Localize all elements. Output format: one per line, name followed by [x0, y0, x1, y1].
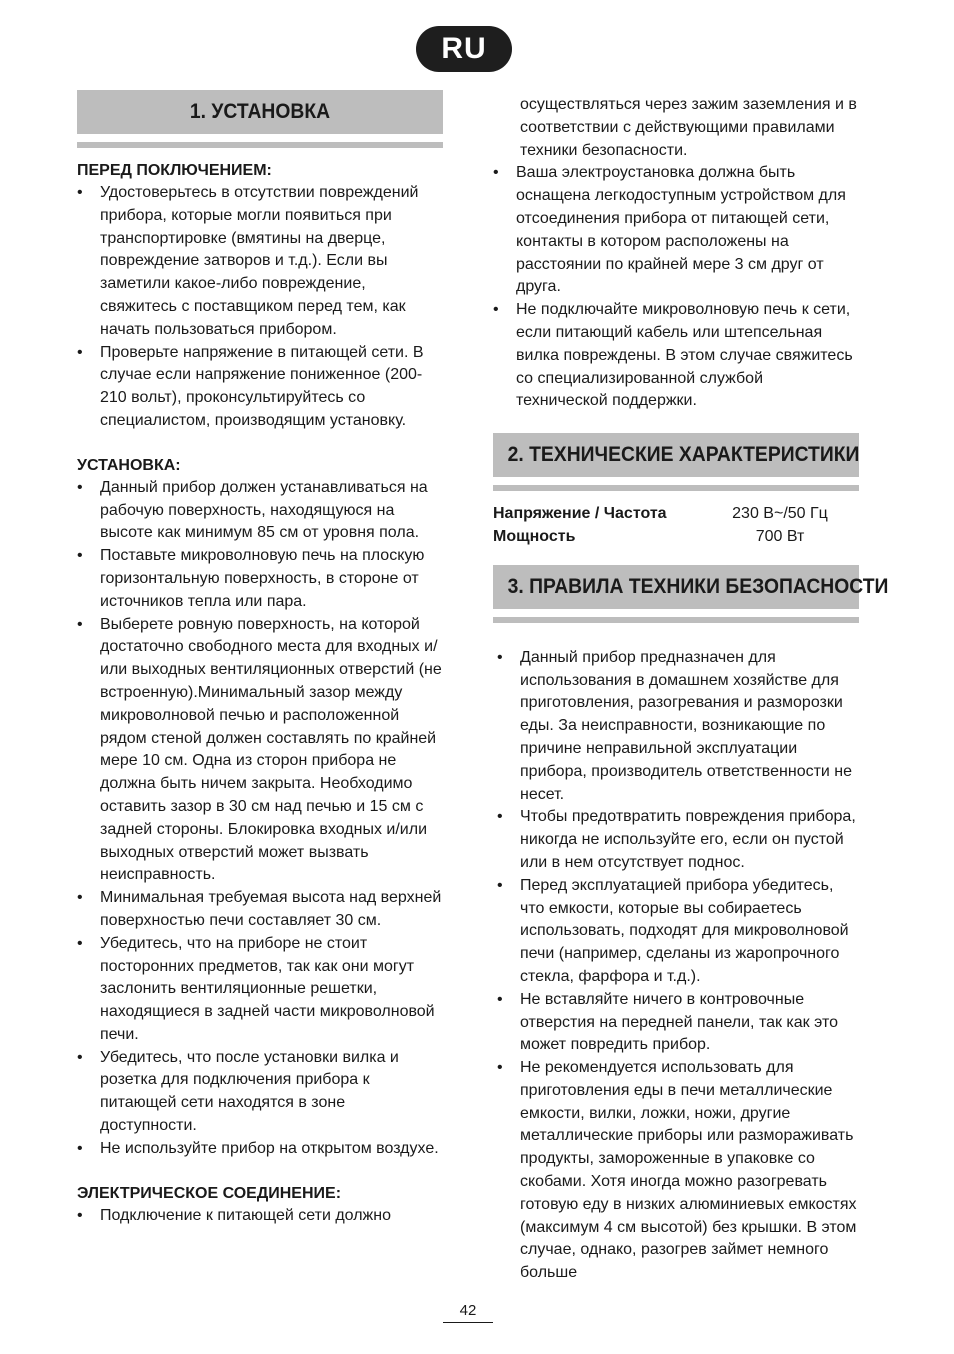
list-item: • Перед эксплуатацией прибора убедитесь, что емкости, которые вы собираетесь использовать, подходят для микроволновой печи (например, сделаны из жаропрочного стекла, фарфора и т.д.).	[497, 875, 859, 989]
list-item: • Не рекомендуется использовать для приготовления еды в печи металлические емкости, вилки, ложки, ножи, другие металлические приборы или размораживать продукты, замороженные в упаковке со скобами. Хотя иногда можно разогревать готовую еду в низких алюминиевых емкостях (максимум 4 см высотой) без крышки. В этом случае, однако, разогрев займет немного больше	[497, 1057, 859, 1285]
section-title: 2. ТЕХНИЧЕСКИЕ ХАРАКТЕРИСТИКИ	[508, 433, 845, 477]
list-item: • Поставьте микроволновую печь на плоскую горизонтальную поверхность, в стороне от источников тепла или пара.	[77, 545, 443, 613]
electrical-list	[77, 1205, 443, 1228]
subheading-installation: УСТАНОВКА:	[77, 456, 181, 474]
installation-list	[77, 477, 443, 1161]
list-item: • Не подключайте микроволновую печь к сети, если питающий кабель или штепсельная вилка повреждены. В этом случае свяжитесь со специализированной службой технической поддержки.	[493, 299, 859, 413]
spec-value: 230 В~/50 Гц	[732, 505, 828, 523]
safety-list	[493, 647, 859, 1285]
list-item: • Убедитесь, что на приборе не стоит посторонних предметов, так как они могут заслонить вентиляционные решетки, находящиеся в задней части микроволновой печи.	[77, 933, 443, 1047]
list-item: • Подключение к питающей сети должно	[77, 1205, 443, 1228]
section-title: 1. УСТАНОВКА	[92, 90, 429, 134]
list-item: • Не вставляйте ничего в контровочные отверстия на передней панели, так как это может повредить прибор.	[497, 989, 859, 1057]
before-connection-list	[77, 182, 443, 433]
section-title: 3. ПРАВИЛА ТЕХНИКИ БЕЗОПАСНОСТИ	[508, 565, 845, 609]
list-item: • Ваша электроустановка должна быть оснащена легкодоступным устройством для отсоединения прибора от питающей сети, контакты в котором расположены на расстоянии по крайней мере 3 см друг от друга.	[493, 162, 859, 299]
spec-row	[493, 503, 859, 526]
page-number-underline	[443, 1322, 493, 1323]
section-safety-header	[493, 565, 889, 623]
spec-label: Мощность	[493, 527, 576, 545]
right-column	[493, 94, 889, 1285]
subheading-electrical: ЭЛЕКТРИЧЕСКОЕ СОЕДИНЕНИЕ:	[77, 1184, 342, 1202]
specs-table	[493, 503, 859, 549]
list-item: • Данный прибор должен устанавливаться на рабочую поверхность, находящуюся на высоте как минимум 85 см от уровня пола.	[77, 477, 443, 545]
list-item: • Выберете ровную поверхность, на которой достаточно свободного места для входных и/или выходных вентиляционных отверстий (не встроенную).Минимальный зазор между микроволновой печью и расположенной рядом стеной должен составлять по крайней мере 10 см. Одна из сторон прибора не должна быть ничем закрыта. Необходимо оставить зазор в 30 см над печью и 15 см с задней стороны. Блокировка входных и/или выходных отверстий может вызвать неисправность.	[77, 614, 443, 888]
list-item: • Минимальная требуемая высота над верхней поверхностью печи составляет 30 см.	[77, 887, 443, 933]
spec-row	[493, 526, 859, 549]
spec-label: Напряжение / Частота	[493, 505, 667, 523]
list-item: • Не используйте прибор на открытом воздухе.	[77, 1138, 443, 1161]
list-item: • Проверьте напряжение в питающей сети. В случае если напряжение пониженное (200-210 вольт), проконсультируйтесь со специалистом, производящим установку.	[77, 342, 443, 433]
language-badge: RU	[416, 26, 512, 72]
subheading-before-connection: ПЕРЕД ПОКЛЮЧЕНИЕМ:	[77, 162, 272, 179]
section-installation-header	[77, 90, 443, 148]
electrical-list-continued	[493, 162, 859, 413]
list-item: • Чтобы предотвратить повреждения прибора, никогда не используйте его, если он пустой или в нем отсутствует поднос.	[497, 806, 859, 874]
left-column	[77, 90, 443, 1227]
spec-value: 700 Вт	[755, 527, 805, 545]
list-item: • Данный прибор предназначен для использования в домашнем хозяйстве для приготовления, разогревания и разморозки еды. За неисправности, возникающие по причине неправильной эксплуатации прибора, производитель ответственности не несет.	[497, 647, 859, 807]
list-item: • Убедитесь, что после установки вилка и розетка для подключения прибора к питающей сети находятся в зоне доступности.	[77, 1047, 443, 1138]
continued-text: осуществляться через зажим заземления и в соответствии с действующими правилами техники безопасности.	[520, 96, 857, 159]
list-item: • Удостоверьтесь в отсутствии повреждений прибора, которые могли появиться при транспортировке (вмятины на дверце, повреждение затворов и т.д.). Если вы заметили какое-либо повреждение, свяжитесь с поставщиком перед тем, как начать пользоваться прибором.	[77, 182, 443, 342]
section-specs-header	[493, 433, 859, 491]
page-number: 42	[459, 1302, 477, 1319]
